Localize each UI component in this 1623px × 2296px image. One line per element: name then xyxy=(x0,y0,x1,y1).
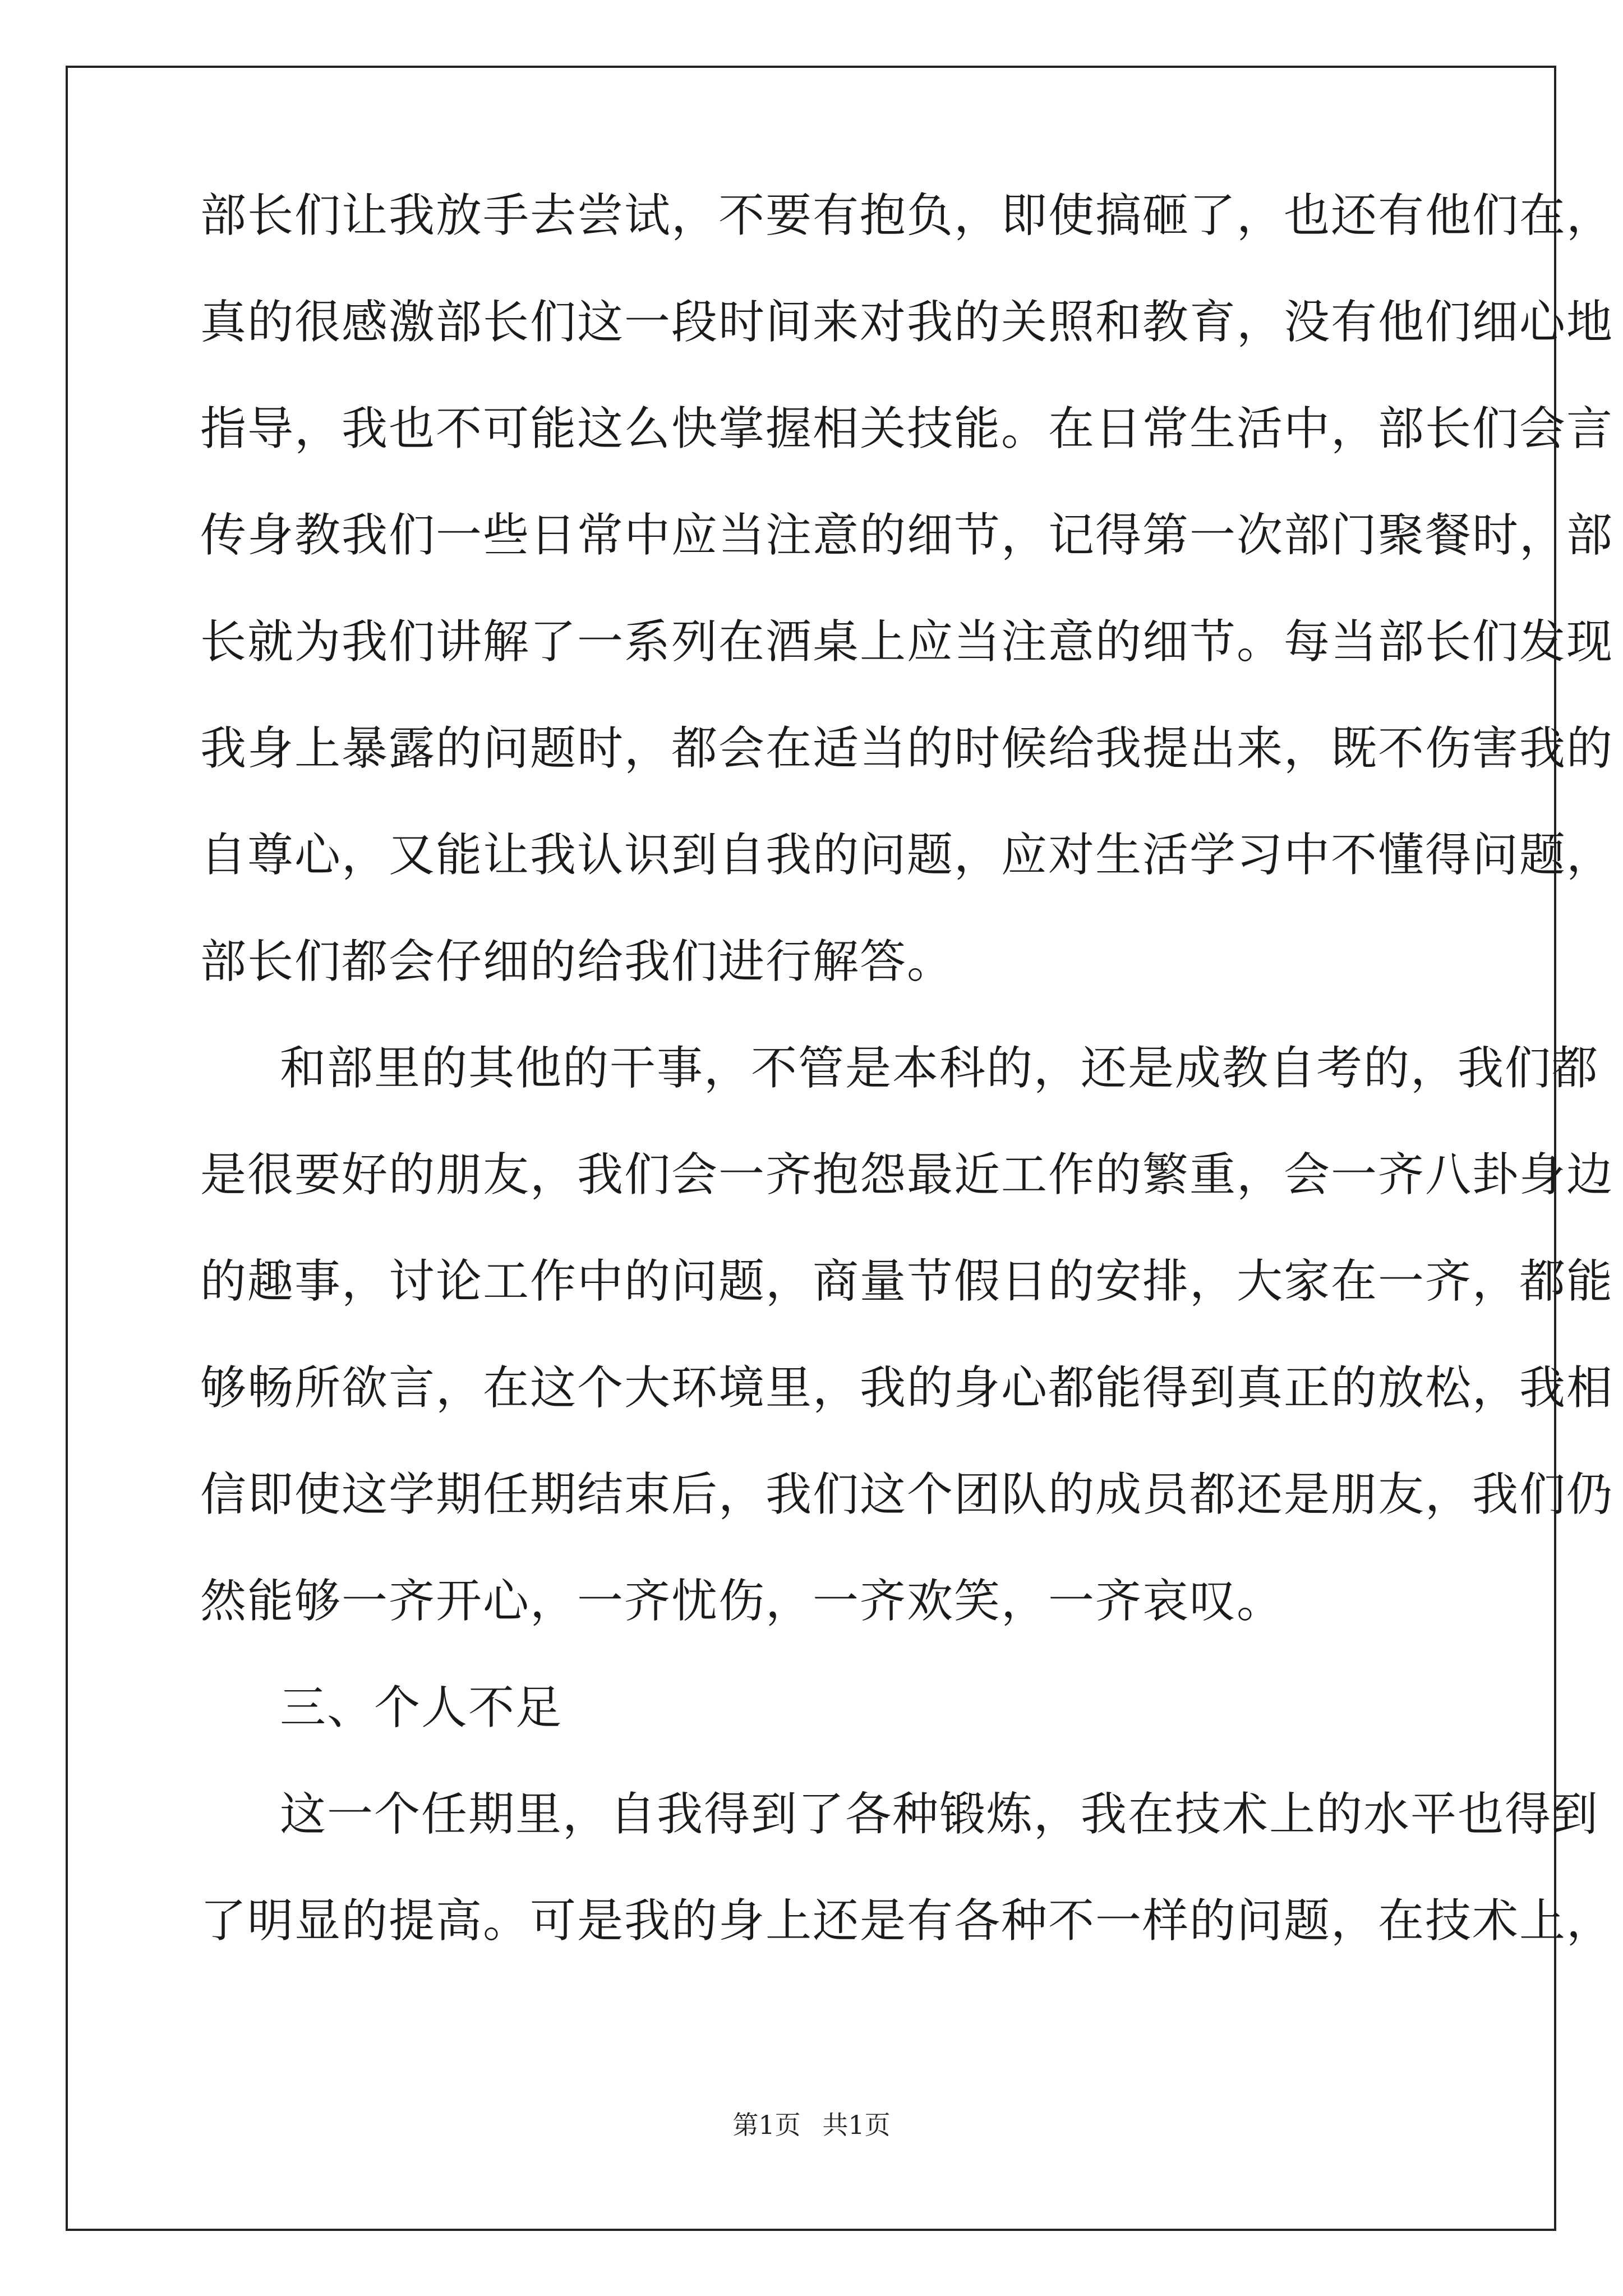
page-number: 第1页 xyxy=(732,2110,801,2140)
text-line: 然能够一齐开心，一齐忧伤，一齐欢笑，一齐哀叹。 xyxy=(200,1575,1284,1628)
text-line: 真的很感激部长们这一段时间来对我的关照和教育，没有他们细心地 xyxy=(200,296,1614,349)
page-total: 共1页 xyxy=(822,2110,891,2140)
text-line: 部长们都会仔细的给我们进行解答。 xyxy=(200,935,955,988)
text-line: 是很要好的朋友，我们会一齐抱怨最近工作的繁重，会一齐八卦身边 xyxy=(200,1148,1614,1202)
text-line: 的趣事，讨论工作中的问题，商量节假日的安排，大家在一齐，都能 xyxy=(200,1255,1614,1308)
section-heading: 三、个人不足 xyxy=(280,1681,563,1734)
text-line: 信即使这学期任期结束后，我们这个团队的成员都还是朋友，我们仍 xyxy=(200,1468,1614,1521)
text-line: 我身上暴露的问题时，都会在适当的时候给我提出来，既不伤害我的 xyxy=(200,722,1614,775)
text-line: 传身教我们一些日常中应当注意的细节，记得第一次部门聚餐时，部 xyxy=(200,509,1614,562)
text-line: 了明显的提高。可是我的身上还是有各种不一样的问题，在技术上， xyxy=(200,1894,1614,1948)
paragraph-start-line: 和部里的其他的干事，不管是本科的，还是成教自考的，我们都 xyxy=(280,1042,1599,1095)
paragraph-start-line: 这一个任期里，自我得到了各种锻炼，我在技术上的水平也得到 xyxy=(280,1788,1599,1841)
text-line: 长就为我们讲解了一系列在酒桌上应当注意的细节。每当部长们发现 xyxy=(200,615,1614,669)
text-line: 部长们让我放手去尝试，不要有抱负，即使搞砸了，也还有他们在， xyxy=(200,189,1614,242)
text-line: 够畅所欲言，在这个大环境里，我的身心都能得到真正的放松，我相 xyxy=(200,1361,1614,1415)
page-footer xyxy=(0,2108,1623,2142)
text-line: 指导，我也不可能这么快掌握相关技能。在日常生活中，部长们会言 xyxy=(200,402,1614,455)
text-line: 自尊心，又能让我认识到自我的问题，应对生活学习中不懂得问题， xyxy=(200,829,1614,882)
